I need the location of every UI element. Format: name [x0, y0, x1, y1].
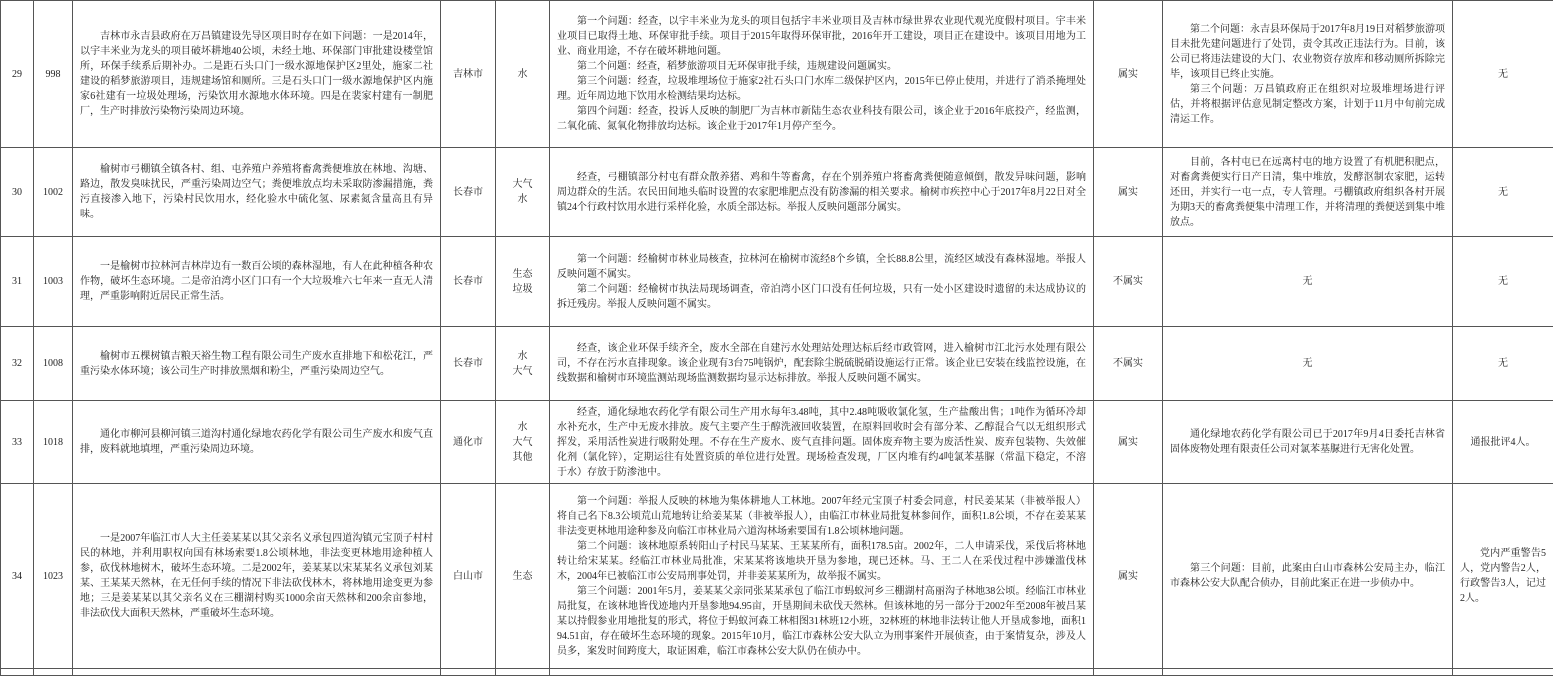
cell-investigation [550, 484, 1094, 669]
cell-city: 长春市 [441, 148, 496, 237]
paragraph: 无 [1170, 356, 1445, 371]
cell-complaint [73, 484, 441, 669]
table-body [1, 1, 1553, 676]
cell-id: 998 [34, 1, 73, 148]
cell-verdict: 不属实 [1094, 327, 1163, 401]
paragraph: 党内严重警告5人，党内警告2人，行政警告3人，记过2人。 [1460, 546, 1546, 606]
cell-seq: 30 [1, 148, 34, 237]
paragraph: 第二个问题：经榆树市执法局现场调查，帝泊湾小区门口没有任何垃圾，只有一处小区建设时遗留的未达成协议的拆迁残房。举报人反映问题不属实。 [557, 282, 1086, 312]
cell-handling [1163, 148, 1453, 237]
paragraph: 第一个问题：经查，以宇丰米业为龙头的项目包括宇丰米业项目及吉林市绿世界农业现代观光度假村项目。宇丰米业项目已取得土地、环保审批手续。项目于2015年取得环保审批，2016年开工建设，项目正在建设中。该项目用地为工业、商业用途，不存在破坏耕地问题。 [557, 14, 1086, 59]
paragraph: 榆树市弓棚镇全镇各村、组、屯养殖户养殖将畜禽粪便堆放在林地、沟塘、路边，散发臭味扰民，严重污染周边空气；粪便堆放点均未采取防渗漏措施，粪污直接渗入地下，污染村民饮用水，经化验水中硫化氢、尿素氮含量高且有异味。 [80, 162, 433, 222]
paragraph: 吉林市永吉县政府在万昌镇建设先导区项目时存在如下问题：一是2014年，以宇丰米业为龙头的项目破坏耕地40公顷，未经土地、环保部门审批建设楼堂馆所，环保手续系后期补办。二是距石头口门一级水源地保护区2里处，施家二社建设的稻梦旅游项目，违规建场馆和厕所。三是石头口门一级水源地保护区内施家6社建有一垃圾处理场，污染饮用水源地水体环境。四是在裴家村建有一制肥厂，生产时排放污染物污染周边环境。 [80, 29, 433, 119]
cell-city: 白山市 [441, 484, 496, 669]
cell-accountability [1453, 327, 1553, 401]
cell-complaint [73, 148, 441, 237]
cell-complaint [73, 669, 441, 676]
paragraph: 经查，弓棚镇部分村屯有群众散养猪、鸡和牛等畜禽，存在个别养殖户将畜禽粪便随意倾倒，散发异味问题，影响周边群众的生活。农民田间地头临时设置的农家肥堆肥点没有防渗漏的相关要求。榆树市疾控中心于2017年8月22日对全镇24个行政村饮用水进行采样化验，水质全部达标。举报人反映问题部分属实。 [557, 170, 1086, 215]
cell-investigation [550, 237, 1094, 327]
paragraph: 通化市柳河县柳河镇三道沟村通化绿地农药化学有限公司生产废水和废气直排，废料就地填埋，严重污染周边环境。 [80, 427, 433, 457]
type-label: 大气 [498, 435, 547, 450]
paragraph: 无 [1460, 67, 1546, 82]
cell-accountability [1453, 1, 1553, 148]
cell-complaint [73, 327, 441, 401]
cell-handling [1163, 484, 1453, 669]
type-label: 水 [498, 420, 547, 435]
cell-investigation [550, 401, 1094, 484]
cell-accountability [1453, 237, 1553, 327]
paragraph: 第一个问题：经榆树市林业局核查，拉林河在榆树市流经8个乡镇，全长88.8公里，流经区域没有森林湿地。举报人反映问题不属实。 [557, 252, 1086, 282]
cell-verdict: 属实 [1094, 1, 1163, 148]
cell-seq: 33 [1, 401, 34, 484]
type-label: 生态 [498, 569, 547, 584]
paragraph: 第二个问题：永吉县环保局于2017年8月19日对稻梦旅游项目未批先建问题进行了处罚，责令其改正违法行为。目前，该公司已将违法建设的大门、农业物资存放库和移动厕所拆除完毕，该项目已终止实施。 [1170, 22, 1445, 82]
table-row [1, 1, 1553, 148]
paragraph: 第三个问题：2001年5月，姜某某父亲同张某某承包了临江市蚂蚁河乡三棚湖村高丽沟子林地38公顷。经临江市林业局批复，在该林地皆伐迹地内开垦参地94.95亩，开垦期间未砍伐天然林。但该林地的另一部分于2002年至2008年被吕某某以持假参业用地批复的形式，将位于蚂蚁河森工林相图31林班12小班，32林班的林地非法转让他人开垦成参地，面积194.51亩，存在破坏生态环境的现象。2015年10月，临江市森林公安大队立为刑事案件开展侦查，由于案情复杂，涉及人员多，案发时间跨度大，取证困难，临江市森林公安大队仍在侦办中。 [557, 584, 1086, 659]
table-row-partial [1, 669, 1553, 676]
cell-accountability [1453, 669, 1553, 676]
type-label: 水 [498, 349, 547, 364]
paragraph: 无 [1460, 185, 1546, 200]
table-row [1, 148, 1553, 237]
cell-seq: 29 [1, 1, 34, 148]
cell-accountability [1453, 401, 1553, 484]
type-label: 其他 [498, 450, 547, 465]
paragraph: 一是2007年临江市人大主任姜某某以其父亲名义承包四道沟镇元宝顶子村村民的林地，并利用职权向国有林场索要1.8公顷林地，非法变更林地用途种植人参，砍伐林地树木，破坏生态环境。二是2002年，姜某某以宋某某名义承包刘某某、王某某天然林，在无任何手续的情况下非法砍伐林木，将林地用途变更为参地；三是姜某某以其父亲名义在三棚湖村购买1000余亩天然林和200余亩参地，非法砍伐大面积天然林，严重破坏生态环境。 [80, 531, 433, 621]
type-label: 大气 [498, 364, 547, 379]
cell-seq: 31 [1, 237, 34, 327]
cell-type [496, 1, 550, 148]
cell-id: 1002 [34, 148, 73, 237]
paragraph: 第二个问题：经查，稻梦旅游项目无环保审批手续，违规建设问题属实。 [557, 59, 1086, 74]
paragraph: 第一个问题：举报人反映的林地为集体耕地人工林地。2007年经元宝顶子村委会同意，村民姜某某（非被举报人）将自己名下8.3公顷荒山荒地转让给姜某某（非被举报人），由临江市林业局批复林参间作，面积1.8公顷，不存在姜某某非法变更林地用途种参及向临江市林业局六道沟林场索要国有1.8公顷林地问题。 [557, 494, 1086, 539]
type-label: 水 [498, 192, 547, 207]
cell-id: 1023 [34, 484, 73, 669]
paragraph: 目前，各村屯已在远离村屯的地方设置了有机肥积肥点，对畜禽粪便实行日产日清，集中堆放，发酵沤制农家肥，运转还田，并实行一屯一点，专人管理。弓棚镇政府组织各村开展为期3天的畜禽粪便集中清理工作，并将清理的粪便送到集中堆放点。 [1170, 155, 1445, 230]
cell-id: 1003 [34, 237, 73, 327]
cell-id: 1008 [34, 327, 73, 401]
cell-seq [1, 669, 34, 676]
cell-seq: 34 [1, 484, 34, 669]
cell-type [496, 401, 550, 484]
paragraph: 第三个问题：万昌镇政府正在组织对垃圾堆埋场进行评估，并将根据评估意见制定整改方案，计划于11月中旬前完成清运工作。 [1170, 82, 1445, 127]
cell-investigation [550, 1, 1094, 148]
type-label: 大气 [498, 177, 547, 192]
paragraph: 通化绿地农药化学有限公司已于2017年9月4日委托吉林省固体废物处理有限责任公司对氯苯基脲进行无害化处置。 [1170, 427, 1445, 457]
cell-investigation [550, 669, 1094, 676]
type-label: 垃圾 [498, 282, 547, 297]
paragraph: 无 [1460, 356, 1546, 371]
paragraph: 一是榆树市拉林河吉林岸边有一数百公顷的森林湿地，有人在此种植各种农作物，破坏生态环境。二是帝泊湾小区门口有一个大垃圾堆六七年来一直无人清理，严重影响附近居民正常生活。 [80, 259, 433, 304]
cell-complaint [73, 237, 441, 327]
paragraph: 第四个问题：经查，投诉人反映的制肥厂为吉林市新陆生态农业科技有限公司，该企业于2016年底投产，经监测，二氧化硫、氮氧化物排放均达标。该企业于2017年1月停产至今。 [557, 104, 1086, 134]
cell-verdict: 属实 [1094, 484, 1163, 669]
paragraph: 第三个问题：目前，此案由白山市森林公安局主办，临江市森林公安大队配合侦办，目前此案正在进一步侦办中。 [1170, 561, 1445, 591]
cell-city: 通化市 [441, 401, 496, 484]
paragraph: 通报批评4人。 [1460, 435, 1546, 450]
cell-city: 吉林市 [441, 1, 496, 148]
cell-type [496, 484, 550, 669]
cell-verdict [1094, 669, 1163, 676]
cell-complaint [73, 1, 441, 148]
cell-investigation [550, 327, 1094, 401]
cell-verdict: 属实 [1094, 148, 1163, 237]
cell-type [496, 148, 550, 237]
cell-seq: 32 [1, 327, 34, 401]
paragraph: 经查，该企业环保手续齐全，废水全部在自建污水处理站处理达标后经市政管网，进入榆树市江北污水处理有限公司，不存在污水直排现象。该企业现有3台75吨锅炉，配套除尘脱硫脱硝设施运行正常。该企业已安装在线监控设施，在线数据和榆树市环境监测站现场监测数据均显示达标排放。举报人反映问题不属实。 [557, 341, 1086, 386]
type-label: 生态 [498, 267, 547, 282]
cell-id [34, 669, 73, 676]
cell-city: 长春市 [441, 327, 496, 401]
cell-type [496, 327, 550, 401]
cell-id: 1018 [34, 401, 73, 484]
paragraph: 无 [1170, 274, 1445, 289]
cell-handling [1163, 237, 1453, 327]
cell-verdict: 属实 [1094, 401, 1163, 484]
table-row [1, 484, 1553, 669]
table-row [1, 327, 1553, 401]
cell-city [441, 669, 496, 676]
type-label: 水 [498, 67, 547, 82]
paragraph: 第二个问题：该林地原系转阳山子村民马某某、王某某所有，面积178.5亩。2002年，二人申请采伐，采伐后将林地转让给宋某某。经临江市林业局批准，宋某某将该地块开垦为参地，现已还林。马、王二人在采伐过程中涉嫌滥伐林木，2004年已被临江市公安局刑事处罚，并非姜某某所为，故举报不属实。 [557, 539, 1086, 584]
cell-type [496, 669, 550, 676]
cell-investigation [550, 148, 1094, 237]
paragraph: 无 [1460, 274, 1546, 289]
cell-accountability [1453, 484, 1553, 669]
paragraph: 第三个问题：经查，垃圾堆埋场位于施家2社石头口门水库二级保护区内，2015年已停止使用，并进行了消杀掩埋处理。近年周边地下饮用水检测结果均达标。 [557, 74, 1086, 104]
paragraph: 榆树市五棵树镇吉粮天裕生物工程有限公司生产废水直排地下和松花江，严重污染水体环境；该公司生产时排放黑烟和粉尘，严重污染周边空气。 [80, 349, 433, 379]
cell-handling [1163, 669, 1453, 676]
cell-city: 长春市 [441, 237, 496, 327]
cell-accountability [1453, 148, 1553, 237]
cell-handling [1163, 327, 1453, 401]
cell-complaint [73, 401, 441, 484]
table-row [1, 401, 1553, 484]
cell-type [496, 237, 550, 327]
paragraph: 经查，通化绿地农药化学有限公司生产用水每年3.48吨，其中2.48吨吸收氯化氢，生产盐酸出售；1吨作为循环冷却水补充水，生产中无废水排放。废气主要产生于醇洗液回收装置，在原料回收时会有部分苯、乙醇混合气以无组织形式挥发，采用活性炭进行吸附处理。不存在生产废水、废气直排问题。固体废弃物主要为废活性炭、废弃包装物、失效催化剂（氯化锌），定期运往有处置资质的单位进行处置。现场检查发现，厂区内堆有约4吨氯苯基脲（常温下稳定，不溶于水）存放于防渗池中。 [557, 405, 1086, 480]
cell-verdict: 不属实 [1094, 237, 1163, 327]
cell-handling [1163, 401, 1453, 484]
cell-handling [1163, 1, 1453, 148]
table-row [1, 237, 1553, 327]
